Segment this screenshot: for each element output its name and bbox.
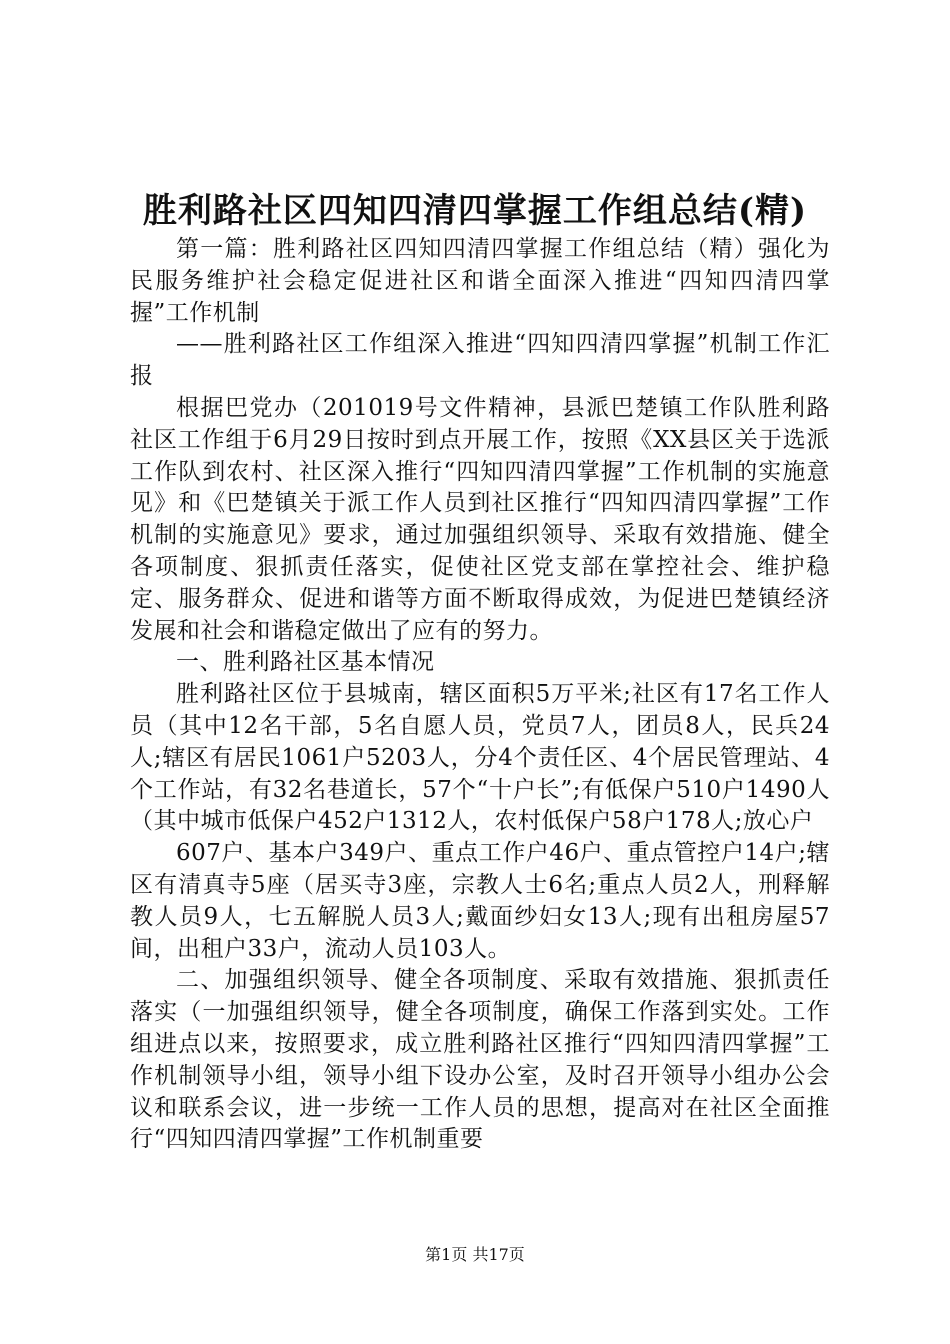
paragraph: 胜利路社区位于县城南，辖区面积5万平米;社区有17名工作人员（其中12名干部，5名自愿人员，党员7人，团员8人，民兵24人;辖区有居民1061户5203人，分4个责任区、4个居民管理站、4个工作站，有32名巷道长，57个“十户长”;有低保户510户1490人（其中城市低保户452户1312人，农村低保户58户178人;放心户 — [130, 681, 830, 835]
document-title: 胜利路社区四知四清四掌握工作组总结(精) — [142, 191, 808, 231]
section-heading: 一、胜利路社区基本情况 — [176, 649, 435, 676]
page-number-footer: 第1页 共17页 — [425, 1245, 525, 1264]
paragraph: 第一篇：胜利路社区四知四清四掌握工作组总结（精）强化为民服务维护社会稳定促进社区和谐全面深入推进“四知四清四掌握”工作机制 — [130, 236, 830, 326]
document-body — [130, 234, 830, 1156]
paragraph: ——胜利路社区工作组深入推进“四知四清四掌握”机制工作汇报 — [130, 331, 830, 390]
paragraph: 根据巴党办（201019号文件精神，县派巴楚镇工作队胜利路社区工作组于6月29日按时到点开展工作，按照《XX县区关于选派工作队到农村、社区深入推行“四知四清四掌握”工作机制的实施意见》和《巴楚镇关于派工作人员到社区推行“四知四清四掌握”工作机制的实施意见》要求，通过加强组织领导、采取有效措施、健全各项制度、狠抓责任落实，促使社区党支部在掌控社会、维护稳定、服务群众、促进和谐等方面不断取得成效，为促进巴楚镇经济发展和社会和谐稳定做出了应有的努力。 — [130, 394, 830, 644]
paragraph: 607户、基本户349户、重点工作户46户、重点管控户14户;辖区有清真寺5座（居买寺3座，宗教人士6名;重点人员2人，刑释解教人员9人，七五解脱人员3人;戴面纱妇女13人;现有出租房屋57间，出租户33户，流动人员103人。 — [130, 840, 830, 962]
paragraph: 二、加强组织领导、健全各项制度、采取有效措施、狠抓责任落实（一加强组织领导，健全各项制度，确保工作落到实处。工作组进点以来，按照要求，成立胜利路社区推行“四知四清四掌握”工作机制领导小组，领导小组下设办公室，及时召开领导小组办公会议和联系会议，进一步统一工作人员的思想，提高对在社区全面推行“四知四清四掌握”工作机制重要 — [130, 967, 830, 1153]
